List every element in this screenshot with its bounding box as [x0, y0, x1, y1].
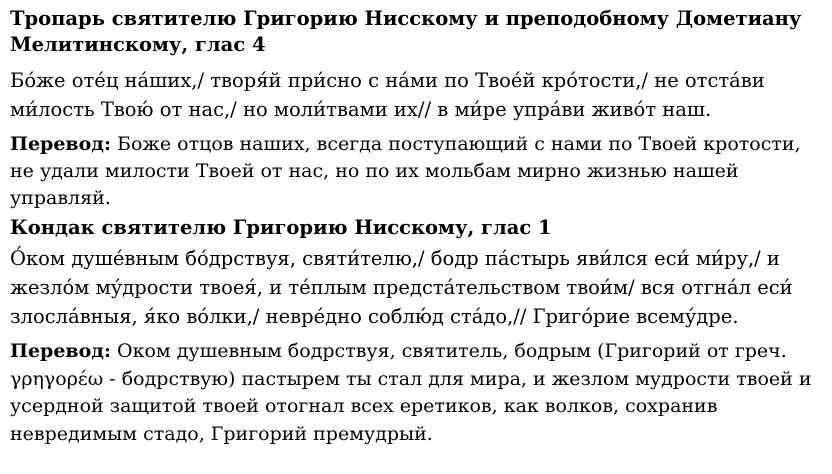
kontakion-translation	[10, 338, 824, 448]
translation-label: Перевод:	[10, 340, 111, 362]
troparion-text: Бо́же оте́ц на́ших,/ творя́й при́сно с на́ми по Твое́й кро́тости,/ не отста́ви ми́лость Твою́ от нас,/ но моли́твами их// в ми́ре упра́ви живо́т наш.	[10, 69, 765, 121]
translation-text: Оком душевным бодрствуя, святитель, бодрым (Григорий от греч. γρηγορέω - бодрствую) пастырем ты стал для мира, и жезлом мудрости твоей и усердной защитой твоей отогнал всех еретиков, как волков, сохранив невредимым стадо, Григорий премудрый.	[10, 340, 812, 445]
translation-label: Перевод:	[10, 133, 111, 155]
translation-text: Боже отцов наших, всегда поступающий с нами по Твоей кротости, не удали милости Твоей от нас, но по их мольбам мирно жизнью нашей управляй.	[10, 133, 801, 209]
troparion-translation	[10, 131, 824, 212]
kontakion-text: О́ком душе́вным бо́дрствуя, святи́телю,/ бодр па́стырь яви́лся еси́ ми́ру,/ и жезло́м му́дрости твоея́, и те́плым предста́тельством твои́м/ вся отгна́л еси́ злосла́вныя, я́ко во́лки,/ невре́дно соблю́д ста́до,// Григо́рие всему́дре.	[10, 247, 793, 328]
troparion-title: Тропарь святителю Григорию Нисскому и преподобному Дометиану Мелитинскому, глас 4	[10, 7, 802, 56]
kontakion-title: Кондак святителю Григорию Нисскому, глас 1	[10, 216, 552, 239]
